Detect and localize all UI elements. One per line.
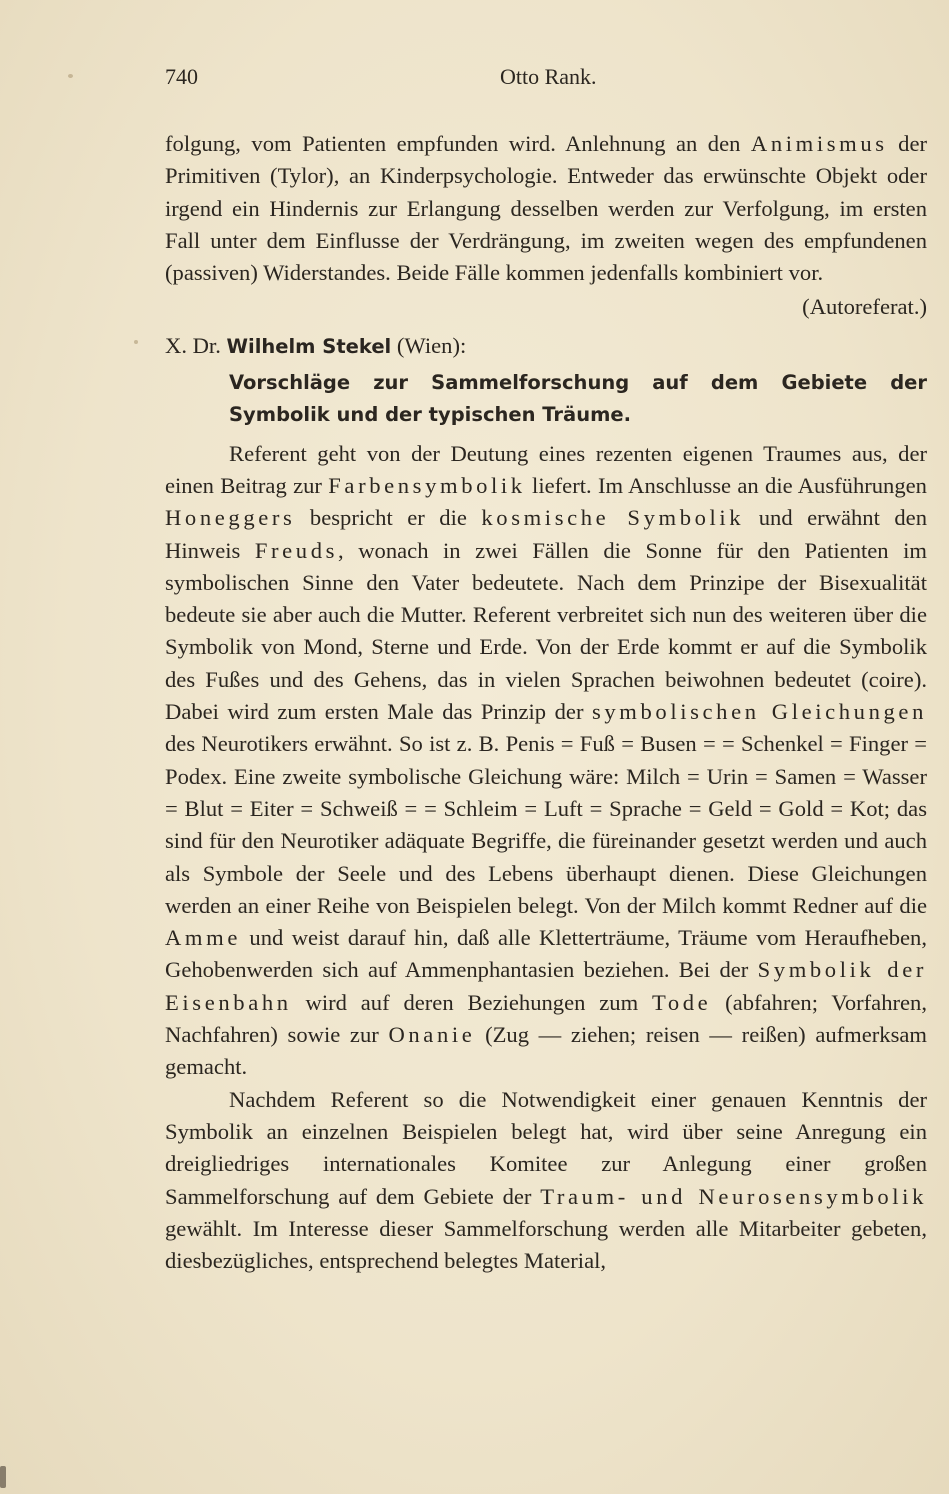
section-city: (Wien):	[391, 332, 467, 358]
paper-spot	[0, 1466, 6, 1488]
spaced-term: Traum- und Neurosensymbolik	[540, 1183, 927, 1209]
text-run: liefert. Im Anschlusse an die Ausführungen	[525, 472, 927, 498]
spaced-term: Freuds	[254, 537, 339, 563]
text-run: gewählt. Im Interesse dieser Sammelforschung werden alle Mitarbeiter gebeten, diesbezügliches, entsprechend belegtes Material,	[165, 1215, 927, 1274]
text-run: der Primitiven (Tylor), an Kinderpsychologie. Entweder das erwünschte Objekt oder irgend ein Hindernis zur Erlangung desselben werden zur Verfolgung, im ersten Fall unter dem Einflusse der Verdrängung, im zweiten wegen des empfundenen (passiven) Widerstandes. Beide Fälle kommen jedenfalls kombiniert vor.	[165, 131, 927, 286]
text-run: wird auf deren Beziehungen zum	[291, 989, 653, 1015]
text-run: und erwähnt den Hinweis	[165, 505, 927, 563]
paper-spot	[68, 74, 73, 78]
paragraph-2	[165, 438, 927, 1084]
text-run: bespricht er die	[295, 505, 482, 531]
spaced-term: kosmische Symbolik	[481, 505, 745, 531]
text-run: (abfahren; Vorfahren, Nachfahren) sowie zur	[165, 989, 927, 1048]
spaced-term: Tode	[652, 989, 712, 1015]
spaced-term: Honeggers	[165, 505, 296, 531]
section-heading	[165, 330, 927, 363]
running-head: Otto Rank.	[500, 64, 597, 89]
autoreferat-note: (Autoreferat.)	[802, 294, 927, 320]
text-run: des Neurotikers erwähnt. So ist z. B. Penis = Fuß = Busen = = Schenkel = Finger = Podex. Eine zweite symbolische Gleichung wäre: Milch = Urin = Samen = Wasser = Blut = Eiter = Schweiß = = Schleim = Luft = Sprache = Geld = Gold = Kot; das sind für den Neurotiker adäquate Begriffe, die füreinander gesetzt werden und auch als Symbole der Seele und des Lebens überhaupt dienen. Diese Gleichungen werden an einer Reihe von Beispielen belegt. Von der Milch kommt Redner auf die	[165, 731, 927, 918]
text-run: Referent geht von der Deutung eines rezenten eigenen Traumes aus, der einen Beitrag zur	[165, 440, 927, 498]
spaced-term: Onanie	[388, 1022, 476, 1048]
spaced-term: Animismus	[750, 131, 888, 156]
paper-spot	[134, 340, 138, 344]
text-run: (Zug — ziehen; reisen — reißen) aufmerksam gemacht.	[165, 1022, 927, 1080]
section-subtitle: Vorschläge zur Sammelforschung auf dem Gebiete der Symbolik und der typischen Träume.	[229, 371, 927, 427]
paragraph-3	[165, 1084, 927, 1278]
page-number: 740	[165, 64, 198, 89]
text-run: , wonach in zwei Fällen die Sonne für den Patienten im symbolischen Sinne den Vater bedeutete. Nach dem Prinzipe der Bisexualität bedeute sie aber auch die Mutter. Referent verbreitet sich nun des weiteren über die Symbolik von Mond, Sterne und Erde. Von der Erde kommt er auf die Symbolik des Fußes und des Gehens, das in vielen Sprachen beiwohnen bedeutet (coire). Dabei wird zum ersten Male das Prinzip der	[165, 537, 927, 725]
page-body	[165, 128, 927, 1277]
spaced-term: Farbensymbolik	[328, 472, 526, 498]
page-header	[165, 64, 927, 96]
spaced-term: Amme	[165, 925, 241, 951]
text-run: Nachdem Referent so die Notwendigkeit einer genauen Kenntnis der Symbolik an einzelnen Beispielen belegt hat, wird über seine Anregung ein dreigliedriges internationales Komitee zur Anlegung einer großen Sammelforschung auf dem Gebiete der	[165, 1086, 927, 1209]
text-run: folgung, vom Patienten empfunden wird. Anlehnung an den	[165, 131, 751, 156]
section-author: Wilhelm Stekel	[226, 334, 392, 358]
section-number: X. Dr.	[165, 332, 227, 358]
text-run: und weist darauf hin, daß alle Kletterträume, Träume vom Heraufheben, Gehobenwerden sich auf Ammenphantasien beziehen. Bei der	[165, 925, 927, 983]
spaced-term: Symbolik der Eisenbahn	[165, 957, 927, 1015]
paragraph-1	[165, 128, 927, 320]
spaced-term: symbolischen Gleichungen	[591, 699, 927, 725]
